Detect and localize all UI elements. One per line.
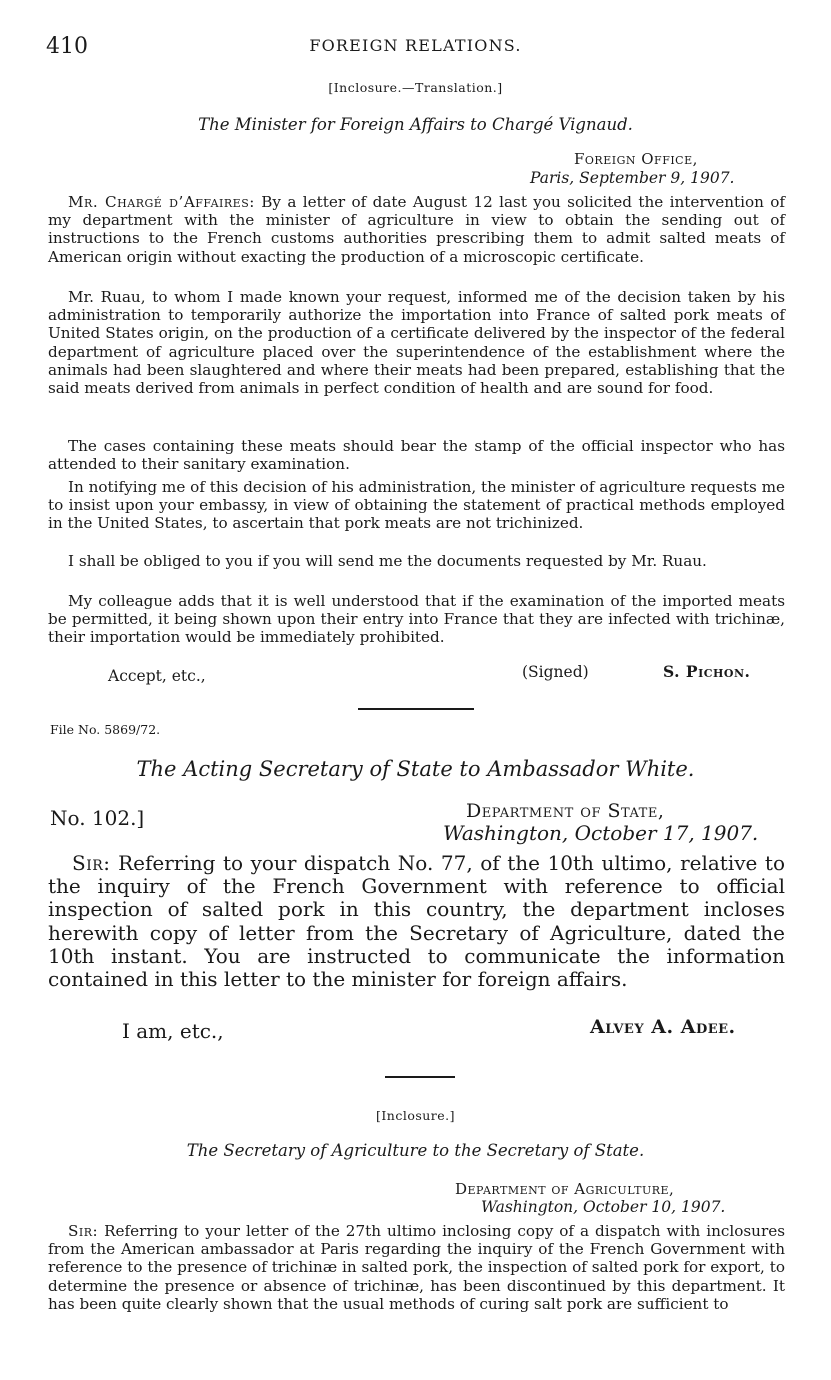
closing: Accept, etc., — [108, 667, 206, 685]
running-title: FOREIGN RELATIONS. — [309, 36, 522, 55]
paragraph — [48, 592, 785, 647]
paragraph — [48, 288, 785, 397]
inclosure-label: [Inclosure.] — [375, 1108, 456, 1123]
paragraph-text: My colleague adds that it is well understood that if the examination of the imported meats be permitted, it being shown upon their entry into France that they are infected with trichinæ, their importation would be immediately prohibited. — [48, 592, 785, 647]
paragraph — [48, 193, 785, 266]
paragraph — [48, 552, 785, 570]
paragraph — [48, 478, 785, 533]
page-number: 410 — [46, 34, 88, 59]
signature: Alvey A. Adee. — [590, 1016, 736, 1038]
section-divider — [358, 708, 474, 710]
salutation: Mr. Chargé d’Affaires: — [68, 193, 255, 211]
place-date: Washington, October 17, 1907. — [443, 821, 759, 845]
salutation: Sir: — [72, 851, 111, 875]
paragraph-text: In notifying me of this decision of his administration, the minister of agriculture requests me to insist upon your embassy, in view of obtaining the statement of practical methods employed in the United States, to ascertain that pork meats are not trichinized. — [48, 478, 785, 533]
signature: S. Pichon. — [663, 662, 751, 681]
sender-office: Foreign Office, — [574, 150, 698, 168]
document-title: The Minister for Foreign Affairs to Chargé Vignaud. — [198, 115, 633, 134]
paragraph-text: I shall be obliged to you if you will send me the documents requested by Mr. Ruau. — [68, 552, 707, 570]
paragraph-text: Referring to your letter of the 27th ultimo inclosing copy of a dispatch with inclosures from the American ambassador at Paris regarding the inquiry of the French Government with reference to the presence of trichinæ in salted pork, the inspection of salted pork for export, to determine the presence or absence of trichinæ, has been discontinued by this department. It has been quite clearly shown that the usual methods of curing salt pork are sufficient to — [48, 1222, 785, 1313]
closing: I am, etc., — [122, 1019, 224, 1043]
letter-title: The Acting Secretary of State to Ambassador White. — [136, 757, 695, 781]
place-date: Washington, October 10, 1907. — [481, 1198, 726, 1216]
sender-office: Department of Agriculture, — [455, 1180, 675, 1198]
paragraph — [48, 437, 785, 473]
paragraph-text: Referring to your dispatch No. 77, of the 10th ultimo, relative to the inquiry of the French Government with reference to official inspection of salted pork in this country, the department incloses herewith copy of letter from the Secretary of Agriculture, dated the 10th instant. You are instructed to communicate the information contained in this letter to the minister for foreign affairs. — [48, 851, 786, 992]
section-divider — [385, 1076, 455, 1078]
salutation: Sir: — [68, 1222, 99, 1240]
letter-body — [48, 852, 785, 991]
inclosure-label: [Inclosure.—Translation.] — [328, 80, 503, 95]
paragraph-text: Mr. Ruau, to whom I made known your request, informed me of the decision taken by his administration to temporarily authorize the importation into France of salted pork meats of United States origin, on the production of a certificate delivered by the inspector of the federal department of agriculture placed over the superintendence of the establishment where the animals had been slaughtered and where their meats had been prepared, establishing that the said meats derived from animals in perfect condition of health and are sound for food. — [48, 288, 785, 398]
paragraph — [48, 1222, 785, 1313]
dispatch-number: No. 102.] — [50, 806, 145, 830]
signed-label: (Signed) — [522, 663, 589, 681]
paragraph-text: By a letter of date August 12 last you solicited the intervention of my department with the minister of agriculture in view to obtain the sending out of instructions to the French customs authorities prescribing them to admit salted meats of American origin without exacting the production of a microscopic certificate. — [48, 193, 786, 266]
paragraph-text: The cases containing these meats should bear the stamp of the official inspector who has attended to their sanitary examination. — [48, 437, 785, 474]
document-title: The Secretary of Agriculture to the Secretary of State. — [186, 1141, 645, 1160]
sender-office: Department of State, — [466, 800, 665, 822]
place-date: Paris, September 9, 1907. — [530, 169, 735, 187]
file-number: File No. 5869/72. — [50, 722, 161, 737]
